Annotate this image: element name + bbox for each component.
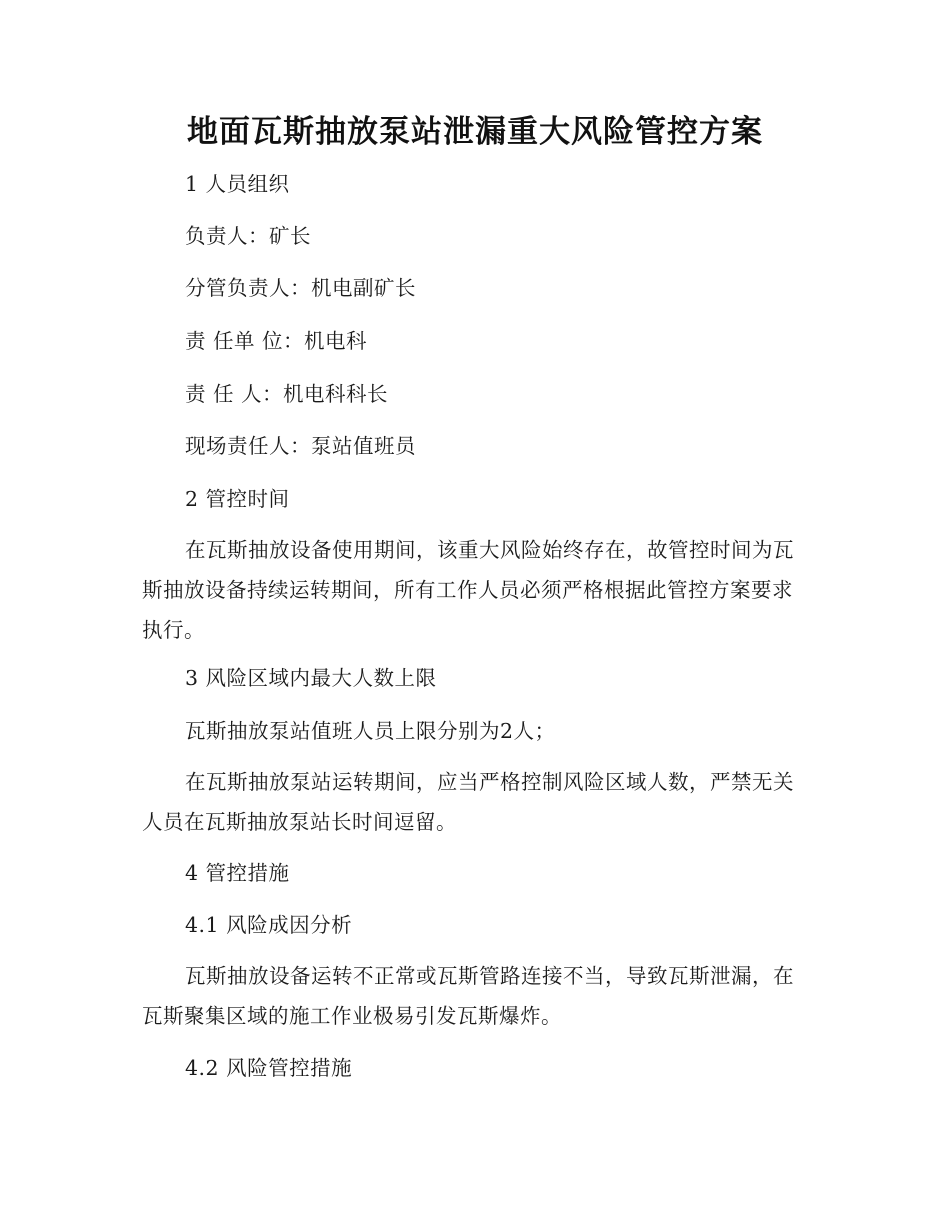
responsible-person-line: 负责人：矿长 bbox=[185, 224, 311, 248]
responsible-unit-line: 责 任单 位：机电科 bbox=[185, 329, 368, 353]
section-heading-control-time: 2 管控时间 bbox=[185, 487, 290, 511]
responsible-chief-line: 责 任 人：机电科科长 bbox=[185, 382, 389, 406]
risk-cause-paragraph: 瓦斯抽放设备运转不正常或瓦斯管路连接不当，导致瓦斯泄漏，在瓦斯聚集区域的施工作业极易引发瓦斯爆炸。 bbox=[142, 964, 794, 1028]
subsection-heading-risk-control: 4.2 风险管控措施 bbox=[185, 1056, 353, 1080]
control-time-paragraph: 在瓦斯抽放设备使用期间，该重大风险始终存在，故管控时间为瓦斯抽放设备持续运转期间，所有工作人员必须严格根据此管控方案要求执行。 bbox=[142, 538, 794, 642]
section-heading-measures: 4 管控措施 bbox=[185, 861, 290, 885]
subsection-heading-risk-cause: 4.1 风险成因分析 bbox=[185, 913, 353, 937]
onsite-responsible-line: 现场责任人：泵站值班员 bbox=[185, 434, 416, 458]
section-heading-personnel: 1 人员组织 bbox=[185, 172, 290, 196]
max-people-line: 瓦斯抽放泵站值班人员上限分别为2人； bbox=[185, 719, 556, 743]
deputy-responsible-line: 分管负责人：机电副矿长 bbox=[185, 276, 416, 300]
section-heading-max-people: 3 风险区域内最大人数上限 bbox=[185, 666, 437, 690]
document-title: 地面瓦斯抽放泵站泄漏重大风险管控方案 bbox=[187, 114, 763, 150]
area-control-paragraph: 在瓦斯抽放泵站运转期间，应当严格控制风险区域人数，严禁无关人员在瓦斯抽放泵站长时间逗留。 bbox=[142, 770, 794, 834]
